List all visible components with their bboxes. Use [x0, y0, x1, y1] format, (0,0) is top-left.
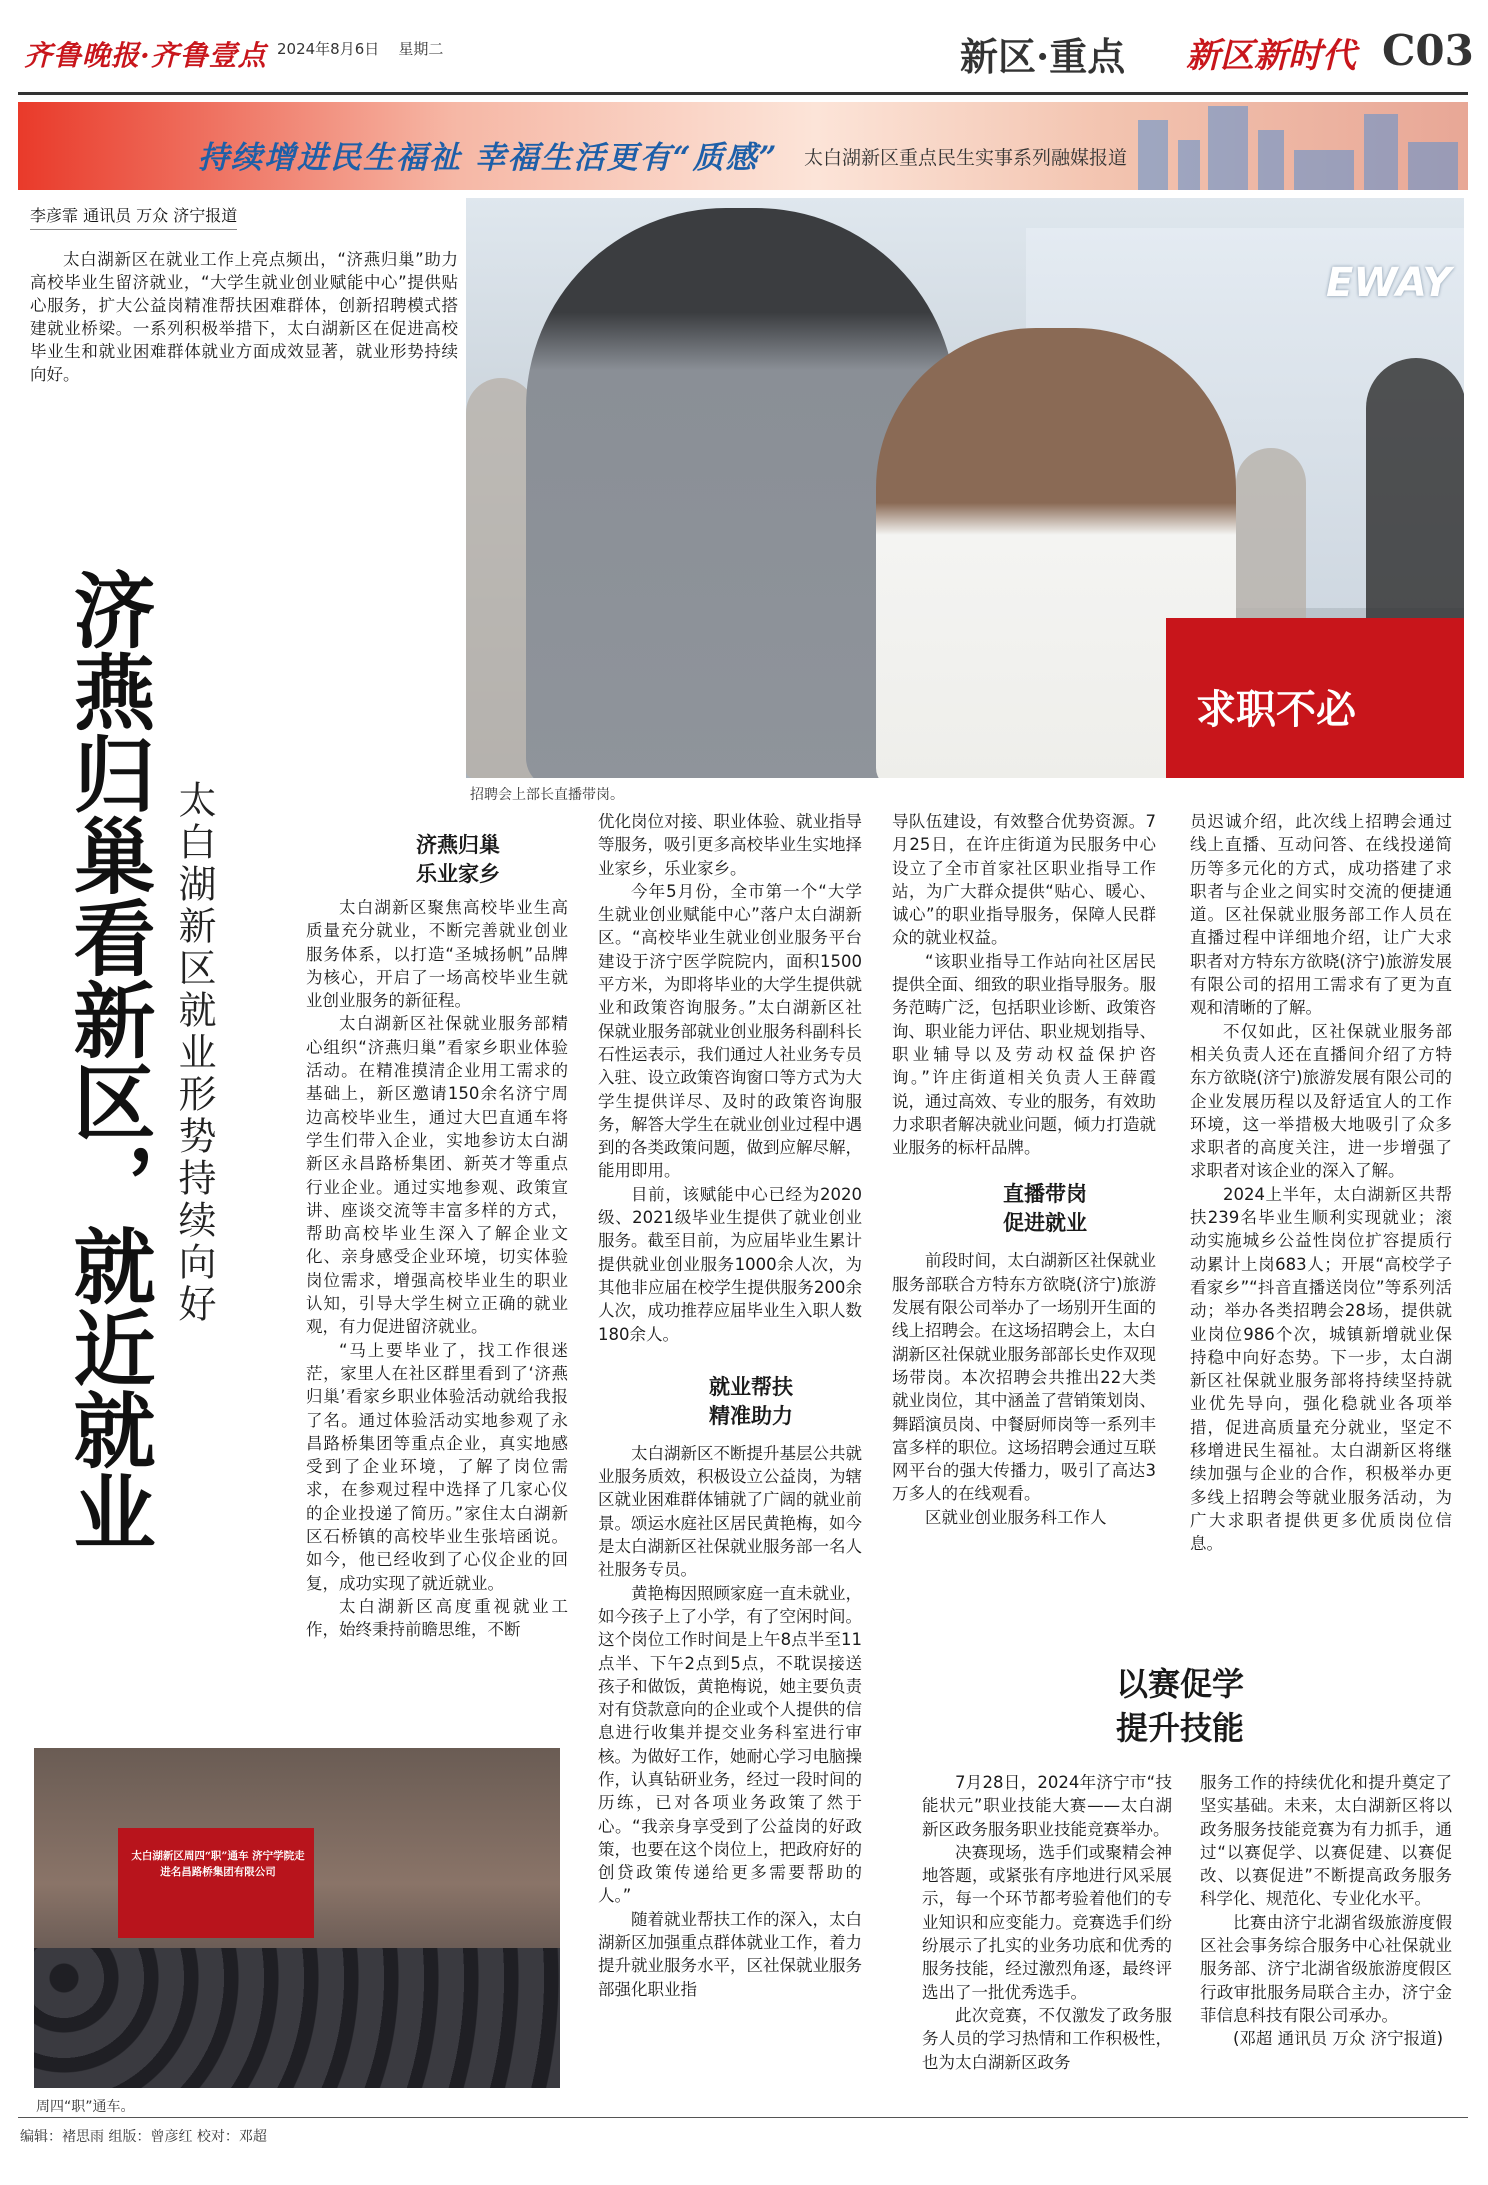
paragraph: (邓超 通讯员 万众 济宁报道): [1233, 2029, 1444, 2049]
paragraph: 今年5月份，全市第一个“大学生就业创业赋能中心”落户太白湖新区。“高校毕业生就业创业服务平台建设于济宁医学院院内，面积1500平方米，为即将毕业的大学生提供就业和政策咨询服务。”太白湖新区社保就业服务部就业创业服务科副科长石性运表示，我们通过人社业务专员入驻、设立政策咨询窗口等方式为大学生提供详尽、及时的政策咨询服务，解答大学生在就业创业过程中遇到的各类政策问题，做到应解尽解，能用即用。: [598, 881, 862, 1181]
section-heading: 直播带岗: [1003, 1181, 1087, 1207]
subheadline: 太白湖新区就业形势持续向好: [172, 780, 216, 1326]
paragraph: 优化岗位对接、职业体验、就业指导等服务，吸引更多高校毕业生实地择业家乡，乐业家乡。: [598, 812, 862, 878]
banner-slogan: 持续增进民生福祉 幸福生活更有“质感”: [198, 140, 779, 176]
contest-heading-line1: 以赛促学: [1115, 1665, 1244, 1703]
paragraph: 比赛由济宁北湖省级旅游度假区社会事务综合服务中心社保就业服务部、济宁北湖省级旅游度假区行政审批服务局联合主办，济宁金菲信息科技有限公司承办。: [1200, 1912, 1452, 2025]
paragraph: 太白湖新区社保就业服务部精心组织“济燕归巢”看家乡职业体验活动。在精准摸清企业用工需求的基础上，新区邀请150余名济宁周边高校毕业生，通过大巴直通车将学生们带入企业，实地参访太白湖新区永昌路桥集团、新英才等重点行业企业。通过实地参观、政策宣讲、座谈交流等丰富多样的方式，帮助高校毕业生深入了解企业文化、亲身感受企业环境，切实体验岗位需求，增强高校毕业生的职业认知，引导大学生树立正确的就业观，有力促进留济就业。: [306, 1014, 568, 1337]
paragraph: 太白湖新区聚焦高校毕业生高质量充分就业，不断完善就业创业服务体系，以打造“圣城扬帆”品牌为核心，开启了一场高校毕业生就业创业服务的新征程。: [306, 898, 568, 1011]
paragraph: 服务工作的持续优化和提升奠定了坚实基础。未来，太白湖新区将以政务服务技能竞赛为有力抓手，通过“以赛促学、以赛促建、以赛促改、以赛促进”不断提高政务服务科学化、规范化、专业化水平。: [1200, 1773, 1452, 1909]
paragraph: 前段时间，太白湖新区社保就业服务部联合方特东方欲晓(济宁)旅游发展有限公司举办了一场别开生面的线上招聘会。在这场招聘会上，太白湖新区社保就业服务部部长史作双现场带岗。本次招聘会共推出22大类就业岗位，其中涵盖了营销策划岗、舞蹈演员岗、中餐厨师岗等一系列丰富多样的职位。这场招聘会通过互联网平台的强大传播力，吸引了高达3万多人的在线观看。: [892, 1251, 1156, 1504]
paragraph: 随着就业帮扶工作的深入，太白湖新区加强重点群体就业工作，着力提升就业服务水平，区社保就业服务部强化职业指: [598, 1909, 862, 1999]
article-column-3: [892, 810, 1156, 1529]
paragraph: 太白湖新区不断提升基层公共就业服务质效，积极设立公益岗，为辖区就业困难群体铺就了广阔的就业前景。颂运水庭社区居民黄艳梅，如今是太白湖新区社保就业服务部一名人社服务专员。: [598, 1443, 862, 1580]
screen-text: 太白湖新区周四“职”通车 济宁学院走进名昌路桥集团有限公司: [131, 1850, 305, 1878]
banner-series: 太白湖新区重点民生实事系列融媒报道: [804, 147, 1128, 169]
paragraph: “马上要毕业了，找工作很迷茫，家里人在社区群里看到了‘济燕归巢’看家乡职业体验活动就给我报了名。通过体验活动实地参观了永昌路桥集团等重点企业，真实地感受到了企业环境，了解了岗位需求，在参观过程中选择了几家心仪的企业投递了简历。”家住太白湖新区石桥镇的高校毕业生张培函说。如今，他已经收到了心仪企业的回复，成功实现了就近就业。: [306, 1340, 568, 1593]
paragraph: 员迟诚介绍，此次线上招聘会通过线上直播、互动问答、在线投递简历等多元化的方式，成功搭建了求职者与企业之间实时交流的便捷通道。区社保就业服务部工作人员在直播过程中详细地介绍，让广大求职者对方特东方欲晓(济宁)旅游发展有限公司的招用工需求有了更为直观和清晰的了解。: [1190, 812, 1452, 1018]
series-banner: [18, 102, 1468, 190]
paragraph: 此次竞赛，不仅激发了政务服务人员的学习热情和工作积极性，也为太白湖新区政务: [922, 2005, 1172, 2072]
paragraph: 决赛现场，选手们或聚精会神地答题，或紧张有序地进行风采展示，每一个环节都考验着他们的专业知识和应变能力。竞赛选手们纷纷展示了扎实的业务功底和优秀的服务技能，经过激烈角逐，最终评选出了一批优秀选手。: [922, 1842, 1172, 2002]
seminar-photo-caption: 周四“职”通车。: [36, 2099, 135, 2115]
byline: 李彦霏 通讯员 万众 济宁报道: [30, 203, 237, 230]
main-photo: [466, 198, 1464, 778]
article-column-2: [598, 810, 862, 2001]
article-column-1: [306, 830, 568, 1642]
issue-date: [277, 38, 443, 59]
paragraph: 不仅如此，区社保就业服务部相关负责人还在直播间介绍了方特东方欲晓(济宁)旅游发展有限公司的企业发展历程以及舒适宜人的工作环境，这一举措极大地吸引了众多求职者的高度关注，进一步增强了求职者对该企业的深入了解。: [1190, 1021, 1452, 1181]
paragraph: 黄艳梅因照顾家庭一直未就业，如今孩子上了小学，有了空闲时间。这个岗位工作时间是上午8点半至11点半、下午2点到5点，不耽误接送孩子和做饭，黄艳梅说，她主要负责对有贷款意向的企业或个人提供的信息进行收集并提交业务科室进行审核。为做好工作，她耐心学习电脑操作，认真钻研业务，经过一段时间的历练，已对各项业务政策了然于心。“我亲身享受到了公益岗的好政策，也要在这个岗位上，把政府好的创贷政策传递给更多需要帮助的人。”: [598, 1583, 862, 1906]
paragraph: 太白湖新区高度重视就业工作，始终秉持前瞻思维，不断: [306, 1596, 568, 1640]
projection-screen: [118, 1828, 314, 1938]
section-heading: 促进就业: [1003, 1210, 1087, 1236]
article-column-4: [1190, 810, 1452, 1556]
date: 2024年8月6日: [277, 40, 380, 58]
contest-column-2: [1200, 1771, 1452, 2051]
paragraph: “该职业指导工作站向社区居民提供全面、细致的职业指导服务。服务范畴广泛，包括职业诊断、政策咨询、职业能力评估、职业规划指导、职业辅导以及劳动权益保护咨询。”许庄街道相关负责人王薛霞说，通过高效、专业的服务，有效助力求职者解决就业问题，倾力打造就业服务的标杆品牌。: [892, 951, 1156, 1158]
bottom-rule: [18, 2117, 1468, 2118]
store-sign: EWAY: [1326, 260, 1452, 306]
section-title: 新区·重点: [960, 34, 1126, 79]
section-heading: 精准助力: [709, 1402, 793, 1428]
section-heading: 就业帮扶: [709, 1373, 793, 1399]
main-photo-caption: 招聘会上部长直播带岗。: [470, 787, 624, 803]
paragraph: 2024上半年，太白湖新区共帮扶239名毕业生顺利实现就业；滚动实施城乡公益性岗位扩容提质行动累计上岗683人；开展“高校学子看家乡”“抖音直播送岗位”等系列活动；举办各类招聘会28场，提供就业岗位986个次，城镇新增就业保持稳中向好态势。下一步，太白湖新区社保就业服务部将持续坚持就业优先导向，强化稳就业各项举措，促进高质量充分就业，坚定不移增进民生福祉。太白湖新区将继续加强与企业的合作，积极举办更多线上招聘会等就业服务活动，为广大求职者提供更多优质岗位信息。: [1190, 1184, 1452, 1554]
section-heading: 乐业家乡: [416, 861, 500, 886]
section-heading: 济燕归巢: [416, 832, 500, 857]
seminar-photo: [34, 1748, 560, 2088]
lead-paragraph: 太白湖新区在就业工作上亮点频出，“济燕归巢”助力高校毕业生留济就业，“大学生就业创业赋能中心”提供贴心服务，扩大公益岗精准帮扶困难群体，创新招聘模式搭建就业桥梁。一系列积极举措下，太白湖新区在促进高校毕业生和就业困难群体就业方面成效显著，就业形势持续向好。: [30, 250, 458, 384]
weekday: 星期二: [398, 40, 444, 58]
paragraph: 7月28日，2024年济宁市“技能状元”职业技能大赛——太白湖新区政务服务职业技能竞赛举办。: [922, 1773, 1172, 1839]
page-number: C03: [1382, 26, 1474, 75]
contest-heading-line2: 提升技能: [1115, 1709, 1244, 1747]
audience: [34, 1948, 560, 2088]
paragraph: 目前，该赋能中心已经为2020级、2021级毕业生提供了就业创业服务。截至目前，为应届毕业生累计提供就业创业服务1000余人次，为其他非应届在校学生提供服务200余人次，成功推荐应届毕业生入职人数180余人。: [598, 1184, 862, 1344]
top-rule: [18, 92, 1468, 95]
paragraph: 区就业创业服务科工作人: [925, 1507, 1107, 1527]
contest-column-1: [922, 1771, 1172, 2074]
paragraph: 导队伍建设，有效整合优势资源。7月25日，在许庄街道为民服务中心设立了全市首家社区职业指导工作站，为广大群众提供“贴心、暖心、诚心”的职业指导服务，保障人民群众的就业权益。: [892, 812, 1156, 948]
headline: 济燕归巢看新区，就近就业: [60, 568, 156, 1552]
contest-heading: [1060, 1662, 1300, 1750]
booth-banner-text: 求职不必: [1196, 686, 1356, 733]
newspaper-logo: 齐鲁晚报·齐鲁壹点: [24, 39, 267, 72]
section-brand: 新区新时代: [1186, 36, 1356, 76]
editorial-credits: 编辑：褚思雨 组版：曾彦红 校对：邓超: [20, 2129, 267, 2145]
